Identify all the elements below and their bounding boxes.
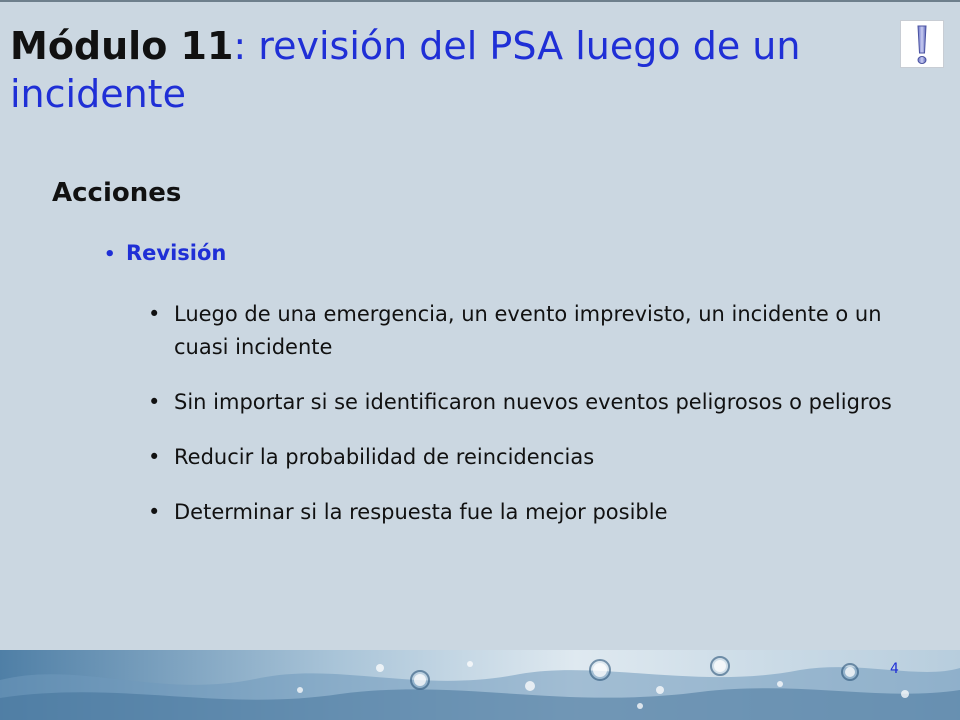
bullet-glyph: • xyxy=(148,445,161,469)
list-item xyxy=(148,298,928,364)
section-heading: Acciones xyxy=(52,178,182,208)
slide-title xyxy=(10,22,870,118)
bullet-list xyxy=(148,298,928,551)
list-item xyxy=(148,441,928,474)
bullet-glyph: • xyxy=(148,390,161,414)
list-item-text: Determinar si la respuesta fue la mejor posible xyxy=(174,500,668,524)
water-splash-banner xyxy=(0,650,960,720)
top-border xyxy=(0,0,960,2)
list-item xyxy=(148,386,928,419)
list-item-text: Luego de una emergencia, un evento imprevisto, un incidente o un cuasi incidente xyxy=(174,302,882,359)
bullet-glyph: • xyxy=(148,302,161,326)
title-module: Módulo 11 xyxy=(10,24,234,68)
bullet-glyph: • xyxy=(104,244,116,265)
level1-bullet xyxy=(104,241,226,265)
title-rest: : revisión del PSA luego de un incidente xyxy=(10,24,801,116)
page-number: 4 xyxy=(890,661,899,677)
list-item-text: Reducir la probabilidad de reincidencias xyxy=(174,445,595,469)
bullet-glyph: • xyxy=(148,500,161,524)
level1-label: Revisión xyxy=(126,241,227,265)
exclamation-icon xyxy=(900,20,944,68)
list-item-text: Sin importar si se identificaron nuevos eventos peligrosos o peligros xyxy=(174,390,892,414)
list-item xyxy=(148,496,928,529)
